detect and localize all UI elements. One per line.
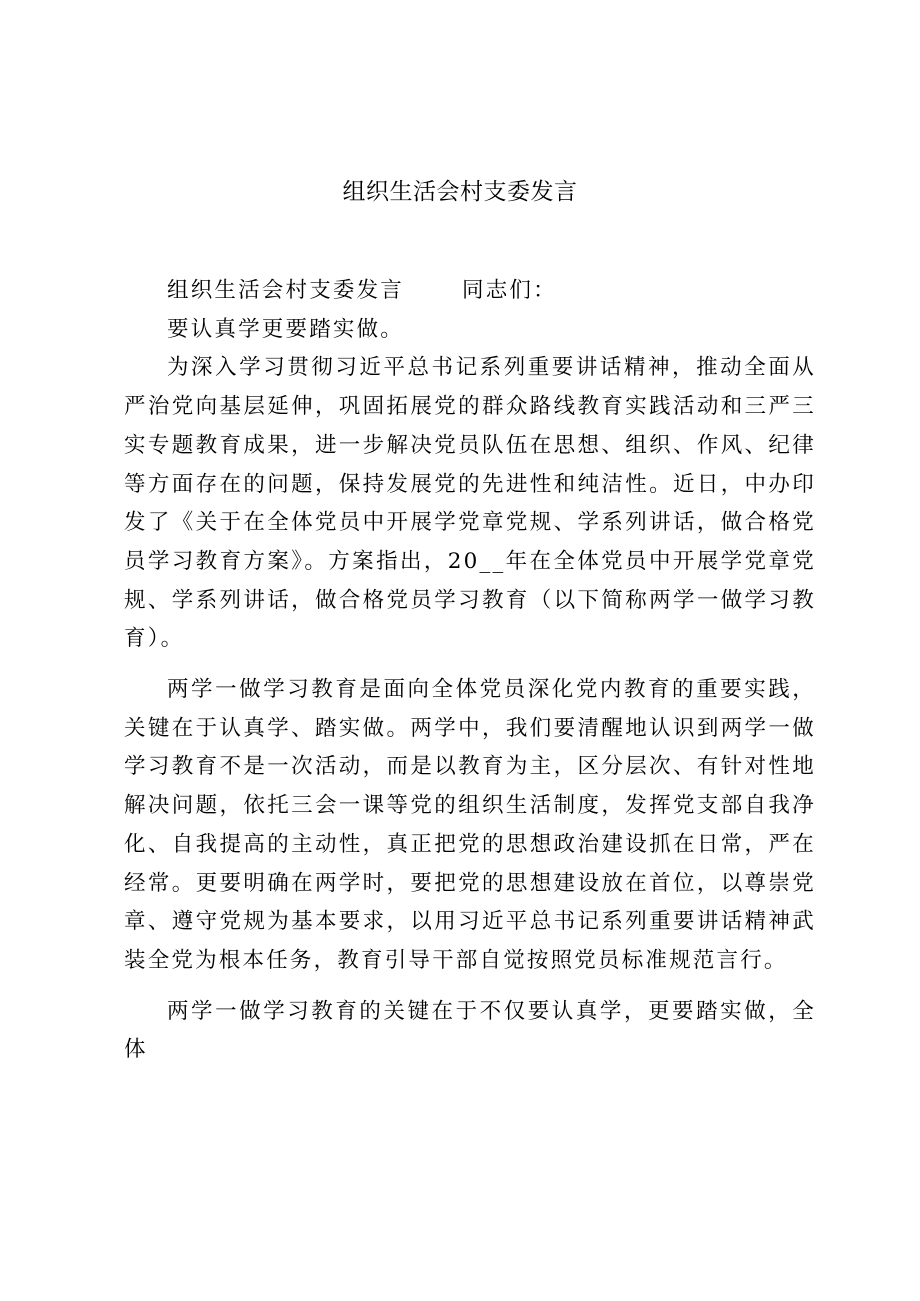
opening-heading: 组织生活会村支委发言 (167, 278, 405, 303)
opening-line (124, 272, 816, 311)
salutation: 同志们： (462, 278, 557, 303)
paragraph-2: 为深入学习贯彻习近平总书记系列重要讲话精神，推动全面从严治党向基层延伸，巩固拓展党的群众路线教育实践活动和三严三实专题教育成果，进一步解决党员队伍在思想、组织、作风、纪律等方面存在的问题，保持发展党的先进性和纯洁性。近日，中办印发了《关于在全体党员中开展学党章党规、学系列讲话，做合格党员学习教育方案》。方案指出，20__年在全体党员中开展学党章党规、学系列讲话，做合格党员学习教育（以下简称两学一做学习教育）。 (124, 355, 816, 652)
document-title: 组织生活会村支委发言 (342, 179, 578, 205)
document-body (124, 272, 816, 1070)
paragraph-1: 要认真学更要踏实做。 (167, 316, 405, 342)
paragraph-3: 两学一做学习教育是面向全体党员深化党内教育的重要实践，关键在于认真学、踏实做。两学中，我们要清醒地认识到两学一做学习教育不是一次活动，而是以教育为主，区分层次、有针对性地解决问题，依托三会一课等党的组织生活制度，发挥党支部自我净化、自我提高的主动性，真正把党的思想政治建设抓在日常，严在经常。更要明确在两学时，要把党的思想建设放在首位，以尊崇党章、遵守党规为基本要求，以用习近平总书记系列重要讲话精神武装全党为根本任务，教育引导干部自觉按照党员标准规范言行。 (124, 677, 816, 973)
paragraph-4: 两学一做学习教育的关键在于不仅要认真学，更要踏实做，全体 (124, 998, 816, 1063)
